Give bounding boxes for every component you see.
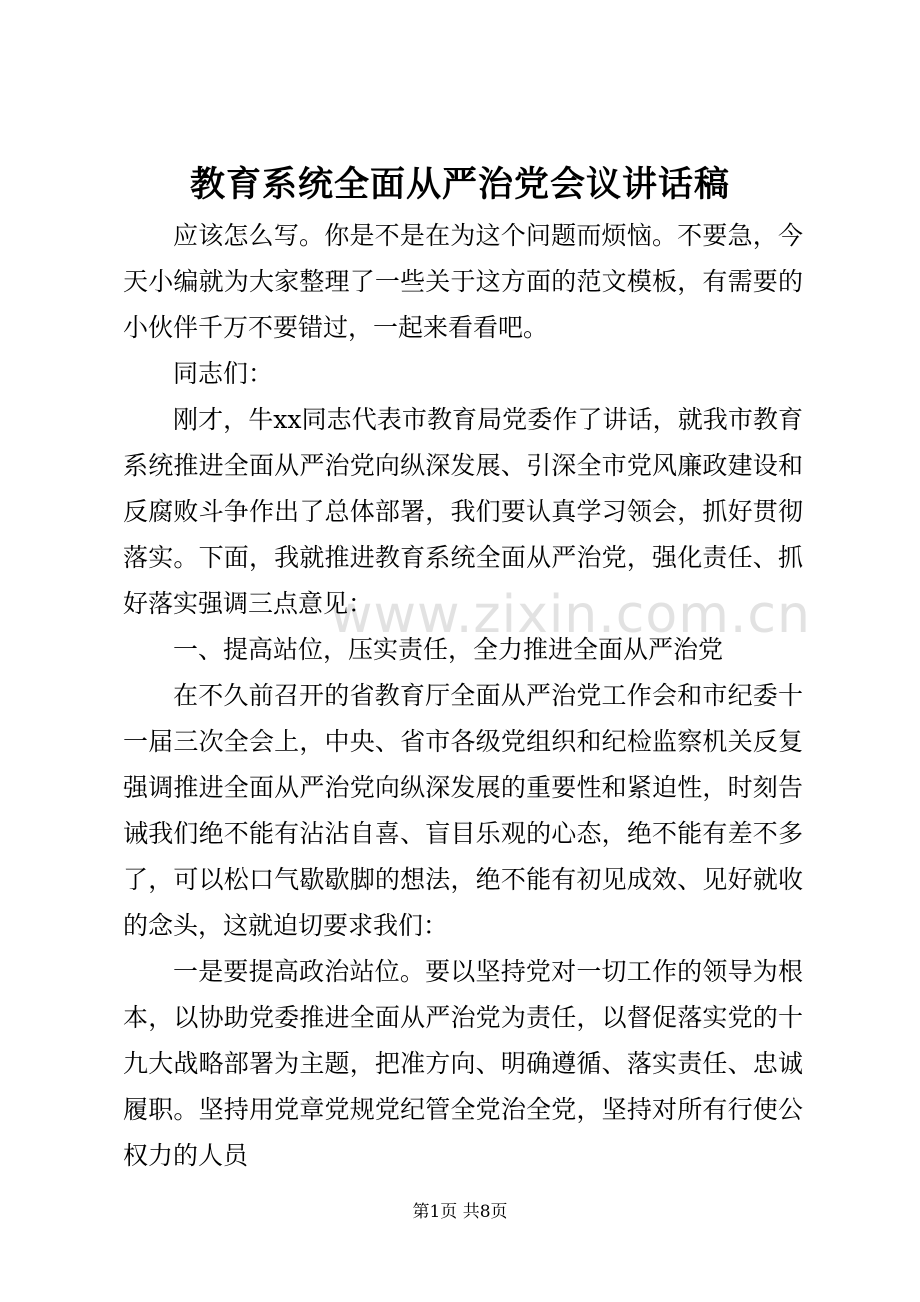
paragraph-section-1: 在不久前召开的省教育厅全面从严治党工作会和市纪委十一届三次全会上，中央、省市各级党组织和纪检监察机关反复强调推进全面从严治党向纵深发展的重要性和紧迫性，时刻告诫我们绝不能有沾沾自喜、盲目乐观的心态，绝不能有差不多了，可以松口气歇歇脚的想法，绝不能有初见成效、见好就收的念头，这就迫切要求我们： [123, 681, 803, 940]
document-body [123, 213, 803, 1179]
section-heading-1: 一、提高站位，压实责任，全力推进全面从严治党 [173, 635, 724, 664]
watermark: www.zixin.com.cn [330, 585, 811, 645]
paragraph-point-1: 一是要提高政治站位。要以坚持党对一切工作的领导为根本，以协助党委推进全面从严治党为责任，以督促落实党的十九大战略部署为主题，把准方向、明确遵循、落实责任、忠诚履职。坚持用党章党规党纪管全党治全党，坚持对所有行使公权力的人员 [123, 957, 803, 1170]
paragraph-opening: 刚才，牛xx同志代表市教育局党委作了讲话，就我市教育系统推进全面从严治党向纵深发展、引深全市党风廉政建设和反腐败斗争作出了总体部署，我们要认真学习领会，抓好贯彻落实。下面，我就推进教育系统全面从严治党，强化责任、抓好落实强调三点意见： [123, 405, 803, 618]
paragraph-intro: 应该怎么写。你是不是在为这个问题而烦恼。不要急，今天小编就为大家整理了一些关于这方面的范文模板，有需要的小伙伴千万不要错过，一起来看看吧。 [123, 221, 803, 342]
paragraph-salutation: 同志们： [173, 359, 274, 388]
document-title: 教育系统全面从严治党会议讲话稿 [189, 165, 730, 205]
page-footer: 第1页 共8页 [412, 1202, 508, 1222]
